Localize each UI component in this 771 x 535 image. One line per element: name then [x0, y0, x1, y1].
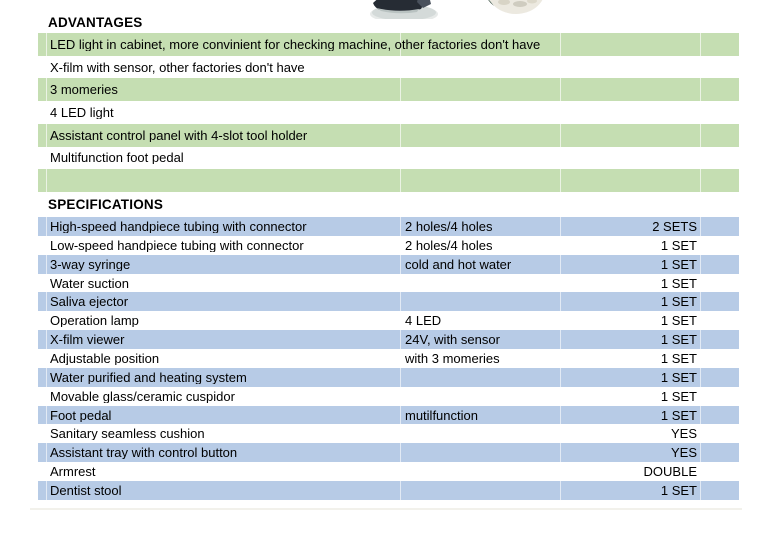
spec-quantity: 1 SET — [660, 295, 697, 309]
table-bottom-rule — [30, 508, 742, 510]
advantage-text: Assistant control panel with 4-slot tool holder — [50, 128, 308, 142]
spec-detail: 2 holes/4 holes — [405, 238, 493, 252]
specifications-heading: SPECIFICATIONS — [48, 197, 164, 212]
spec-item: 3-way syringe — [50, 257, 131, 271]
advantage-row — [38, 56, 739, 79]
foot-pedal-photo — [367, 0, 443, 19]
stool-photo — [486, 0, 547, 14]
spec-quantity: DOUBLE — [643, 465, 697, 479]
spec-detail: with 3 momeries — [405, 351, 500, 365]
spec-row — [38, 255, 739, 274]
spec-quantity: 1 SET — [660, 483, 697, 497]
spec-item: Water suction — [50, 276, 129, 290]
spec-detail: 4 LED — [405, 314, 442, 328]
spec-detail: 2 holes/4 holes — [405, 219, 493, 233]
spec-item: Sanitary seamless cushion — [50, 427, 205, 441]
spec-item: Operation lamp — [50, 314, 139, 328]
spec-row — [38, 424, 739, 443]
spec-quantity: 1 SET — [660, 351, 697, 365]
spec-quantity: 2 SETS — [652, 219, 697, 233]
spec-item: Armrest — [50, 465, 96, 479]
spec-item: Dentist stool — [50, 483, 122, 497]
spec-detail: cold and hot water — [405, 257, 512, 271]
advantage-text: 3 momeries — [50, 83, 118, 97]
spec-item: Assistant tray with control button — [50, 446, 238, 460]
spec-quantity: 1 SET — [660, 389, 697, 403]
advantages-table — [38, 33, 739, 192]
spec-quantity: YES — [670, 446, 697, 460]
spec-quantity: 1 SET — [660, 257, 697, 271]
advantages-heading: ADVANTAGES — [48, 15, 143, 30]
spec-item: X-film viewer — [50, 333, 125, 347]
spec-row — [38, 481, 739, 500]
advantage-row — [38, 169, 739, 192]
spec-row — [38, 443, 739, 462]
spec-quantity: 1 SET — [660, 314, 697, 328]
spec-item: Foot pedal — [50, 408, 112, 422]
spec-detail: mutilfunction — [405, 408, 478, 422]
specifications-table — [38, 217, 739, 500]
spec-item: High-speed handpiece tubing with connector — [50, 219, 307, 233]
spec-detail: 24V, with sensor — [405, 333, 500, 347]
advantage-row — [38, 101, 739, 124]
spec-quantity: 1 SET — [660, 408, 697, 422]
spec-row — [38, 406, 739, 425]
advantage-text: LED light in cabinet, more convinient for checking machine, other factories don't have — [50, 37, 541, 51]
advantage-text: Multifunction foot pedal — [50, 151, 184, 165]
spec-row — [38, 311, 739, 330]
spec-item: Movable glass/ceramic cuspidor — [50, 389, 235, 403]
advantage-row — [38, 78, 739, 101]
spec-item: Saliva ejector — [50, 295, 129, 309]
spec-row — [38, 387, 739, 406]
spec-row — [38, 274, 739, 293]
advantage-row — [38, 147, 739, 170]
foot-pedal-image — [367, 0, 443, 19]
advantage-row — [38, 33, 739, 56]
stool-image — [486, 0, 547, 14]
spec-quantity: 1 SET — [660, 238, 697, 252]
spec-row — [38, 217, 739, 236]
spec-row — [38, 292, 739, 311]
spec-item: Low-speed handpiece tubing with connector — [50, 238, 304, 252]
spec-row — [38, 236, 739, 255]
spec-row — [38, 330, 739, 349]
spec-row — [38, 462, 739, 481]
spec-quantity: 1 SET — [660, 276, 697, 290]
spec-item: Adjustable position — [50, 351, 160, 365]
spec-row — [38, 368, 739, 387]
advantage-text: 4 LED light — [50, 106, 114, 120]
spec-quantity: YES — [670, 427, 697, 441]
advantage-text: X-film with sensor, other factories don't have — [50, 60, 305, 74]
spec-item: Water purified and heating system — [50, 370, 247, 384]
spec-quantity: 1 SET — [660, 333, 697, 347]
spec-row — [38, 349, 739, 368]
spec-quantity: 1 SET — [660, 370, 697, 384]
advantage-row — [38, 124, 739, 147]
